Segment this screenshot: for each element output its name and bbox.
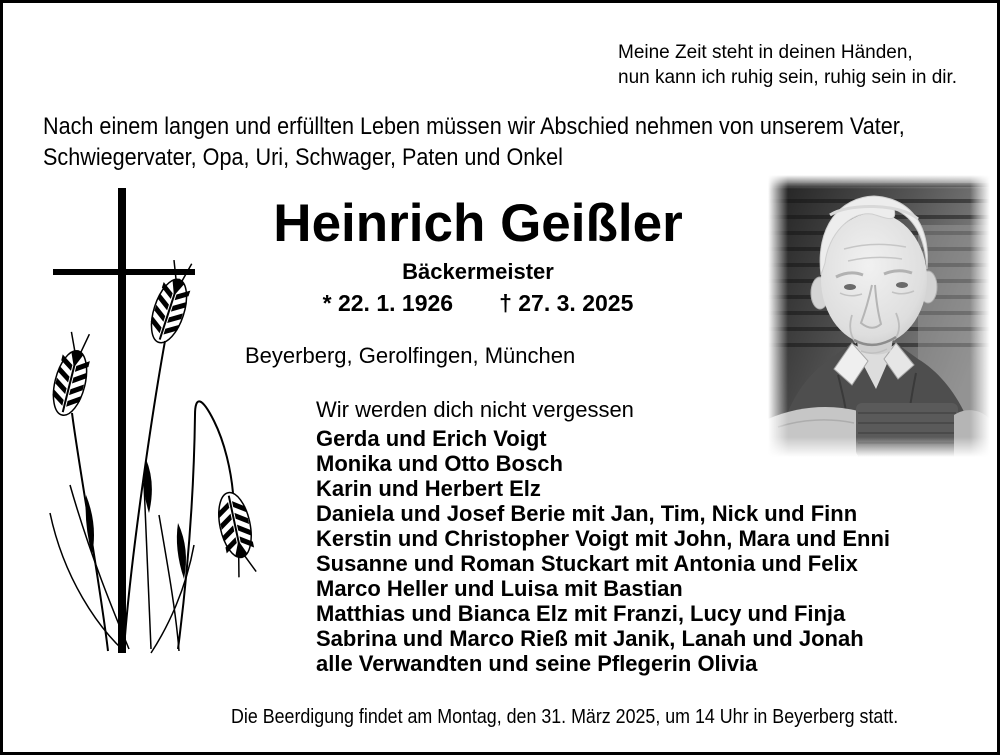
epitaph-quote-line2: nun kann ich ruhig sein, ruhig sein in dir. xyxy=(618,67,958,88)
mourner-line: Kerstin und Christopher Voigt mit John, Mara und Enni xyxy=(316,526,891,551)
mourner-line: Daniela und Josef Berie mit Jan, Tim, Nick und Finn xyxy=(316,501,858,526)
intro-text xyxy=(43,111,905,173)
mourner-line: Monika und Otto Bosch xyxy=(316,451,563,476)
deceased-portrait-photo xyxy=(768,175,990,457)
deceased-profession: Bäckermeister xyxy=(402,259,554,284)
mourner-line: Karin und Herbert Elz xyxy=(316,476,541,501)
mourner-line: Matthias und Bianca Elz mit Franzi, Lucy und Finja xyxy=(316,601,846,626)
life-dates xyxy=(223,290,733,317)
funeral-info: Die Beerdigung findet am Montag, den 31. März 2025, um 14 Uhr in Beyerberg statt. xyxy=(231,705,899,728)
portrait-photo-icon xyxy=(768,175,990,457)
birth-date: * 22. 1. 1926 xyxy=(322,290,454,316)
deceased-name: Heinrich Geißler xyxy=(273,194,683,253)
epitaph-quote xyxy=(618,40,957,90)
cross-and-wheat-illustration xyxy=(28,183,298,683)
mourner-line: alle Verwandten und seine Pflegerin Olivia xyxy=(316,651,758,676)
cross-icon xyxy=(28,183,298,683)
death-date: † 27. 3. 2025 xyxy=(499,290,634,316)
epitaph-quote-line1: Meine Zeit steht in deinen Händen, xyxy=(618,42,913,63)
mourner-line: Sabrina und Marco Rieß mit Janik, Lanah und Jonah xyxy=(316,626,864,651)
mourner-line: Gerda und Erich Voigt xyxy=(316,426,547,451)
mourner-line: Susanne und Roman Stuckart mit Antonia und Felix xyxy=(316,551,858,576)
farewell-line: Wir werden dich nicht vergessen xyxy=(316,397,634,422)
intro-text-line2: Schwiegervater, Opa, Uri, Schwager, Paten und Onkel xyxy=(43,144,563,171)
mourners-list xyxy=(316,426,890,676)
mourner-line: Marco Heller und Luisa mit Bastian xyxy=(316,576,683,601)
places-line: Beyerberg, Gerolfingen, München xyxy=(245,343,576,368)
intro-text-line1: Nach einem langen und erfüllten Leben müssen wir Abschied nehmen von unserem Vater, xyxy=(43,113,905,140)
